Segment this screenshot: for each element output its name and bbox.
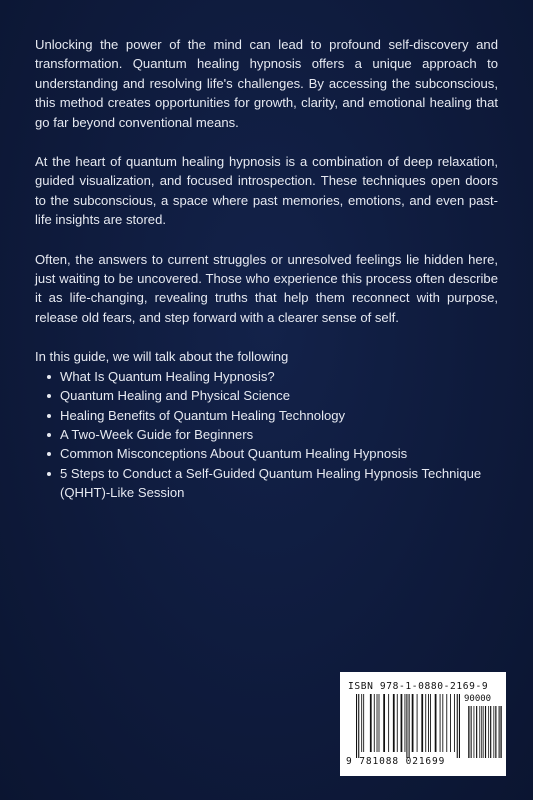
barcode-bar <box>370 694 372 752</box>
list-item: Common Misconceptions About Quantum Healing Hypnosis <box>47 444 498 463</box>
list-item: A Two-Week Guide for Beginners <box>47 425 498 444</box>
list-item: What Is Quantum Healing Hypnosis? <box>47 367 498 386</box>
barcode-bar <box>450 694 451 752</box>
isbn-label: ISBN 978-1-0880-2169-9 <box>348 681 489 692</box>
barcode-bar <box>440 694 441 752</box>
description-block <box>35 35 498 503</box>
barcode-bar <box>430 694 431 752</box>
barcode-bar <box>425 694 426 752</box>
list-item: 5 Steps to Conduct a Self-Guided Quantum Healing Hypnosis Technique (QHHT)-Like Session <box>47 464 498 503</box>
addon-digits: 90000 <box>464 694 492 704</box>
barcode-bar <box>499 706 500 758</box>
barcode-bar <box>442 694 443 752</box>
paragraph-1: Unlocking the power of the mind can lead to profound self-discovery and transformation. Quantum healing hypnosis offers a unique approach to understanding and resolving life's challenges. By accessing the subconscious, this method creates opportunities for growth, clarity, and emotional healing that go far beyond conventional means. <box>35 37 498 130</box>
paragraph-2: At the heart of quantum healing hypnosis is a combination of deep relaxation, guided visualization, and focused introspection. These techniques open doors to the subconscious, a space where past memories, emotions, and even past-life insights are stored. <box>35 154 498 228</box>
barcode-bar <box>476 706 477 758</box>
isbn-barcode <box>340 672 506 776</box>
barcode-bar <box>474 706 475 758</box>
barcode-bar <box>490 706 491 758</box>
barcode-bar <box>495 706 496 758</box>
barcode-bar <box>379 694 380 752</box>
barcode-bar <box>446 694 447 752</box>
barcode-bar <box>468 706 469 758</box>
barcode-bar <box>501 706 502 758</box>
barcode-bar <box>493 706 494 758</box>
barcode-bar <box>401 694 403 752</box>
barcode-bar <box>435 694 437 752</box>
barcode-bar <box>421 694 423 752</box>
barcode-bar <box>358 694 359 758</box>
list-item: Quantum Healing and Physical Science <box>47 386 498 405</box>
barcode-bar <box>485 706 486 758</box>
barcode-bar <box>479 706 480 758</box>
barcode-bar <box>409 694 410 758</box>
barcode-bar <box>417 694 418 752</box>
barcode-bars <box>346 694 502 764</box>
barcode-bar <box>454 694 455 752</box>
barcode-bar <box>363 694 364 752</box>
barcode-bar <box>471 706 472 758</box>
barcode-bar <box>500 706 501 758</box>
barcode-bar <box>469 706 470 758</box>
guide-topic-list <box>35 367 498 503</box>
barcode-bar <box>388 694 389 752</box>
barcode-bar <box>377 694 378 752</box>
barcode-bar <box>374 694 375 752</box>
barcode-bar <box>405 694 406 752</box>
barcode-bar <box>361 694 362 752</box>
barcode-bar <box>356 694 357 758</box>
barcode-bar <box>428 694 429 752</box>
barcode-bar <box>457 694 458 758</box>
barcode-bar <box>488 706 489 758</box>
barcode-bar <box>483 706 484 758</box>
ean-digits: 9 781088 021699 <box>346 756 446 767</box>
barcode-bar <box>397 694 398 752</box>
list-item: Healing Benefits of Quantum Healing Technology <box>47 406 498 425</box>
guide-intro: In this guide, we will talk about the following <box>35 349 289 365</box>
barcode-bar <box>393 694 395 752</box>
barcode-bar <box>406 694 407 758</box>
barcode-bar <box>459 694 460 758</box>
barcode-bar <box>481 706 482 758</box>
barcode-bar <box>383 694 385 752</box>
paragraph-3: Often, the answers to current struggles or unresolved feelings lie hidden here, just waiting to be uncovered. Those who experience this process often describe it as life-changing, revealing truths that help them reconnect with purpose, release old fears, and step forward with a clearer sense of self. <box>35 251 498 325</box>
barcode-bar <box>412 694 414 752</box>
